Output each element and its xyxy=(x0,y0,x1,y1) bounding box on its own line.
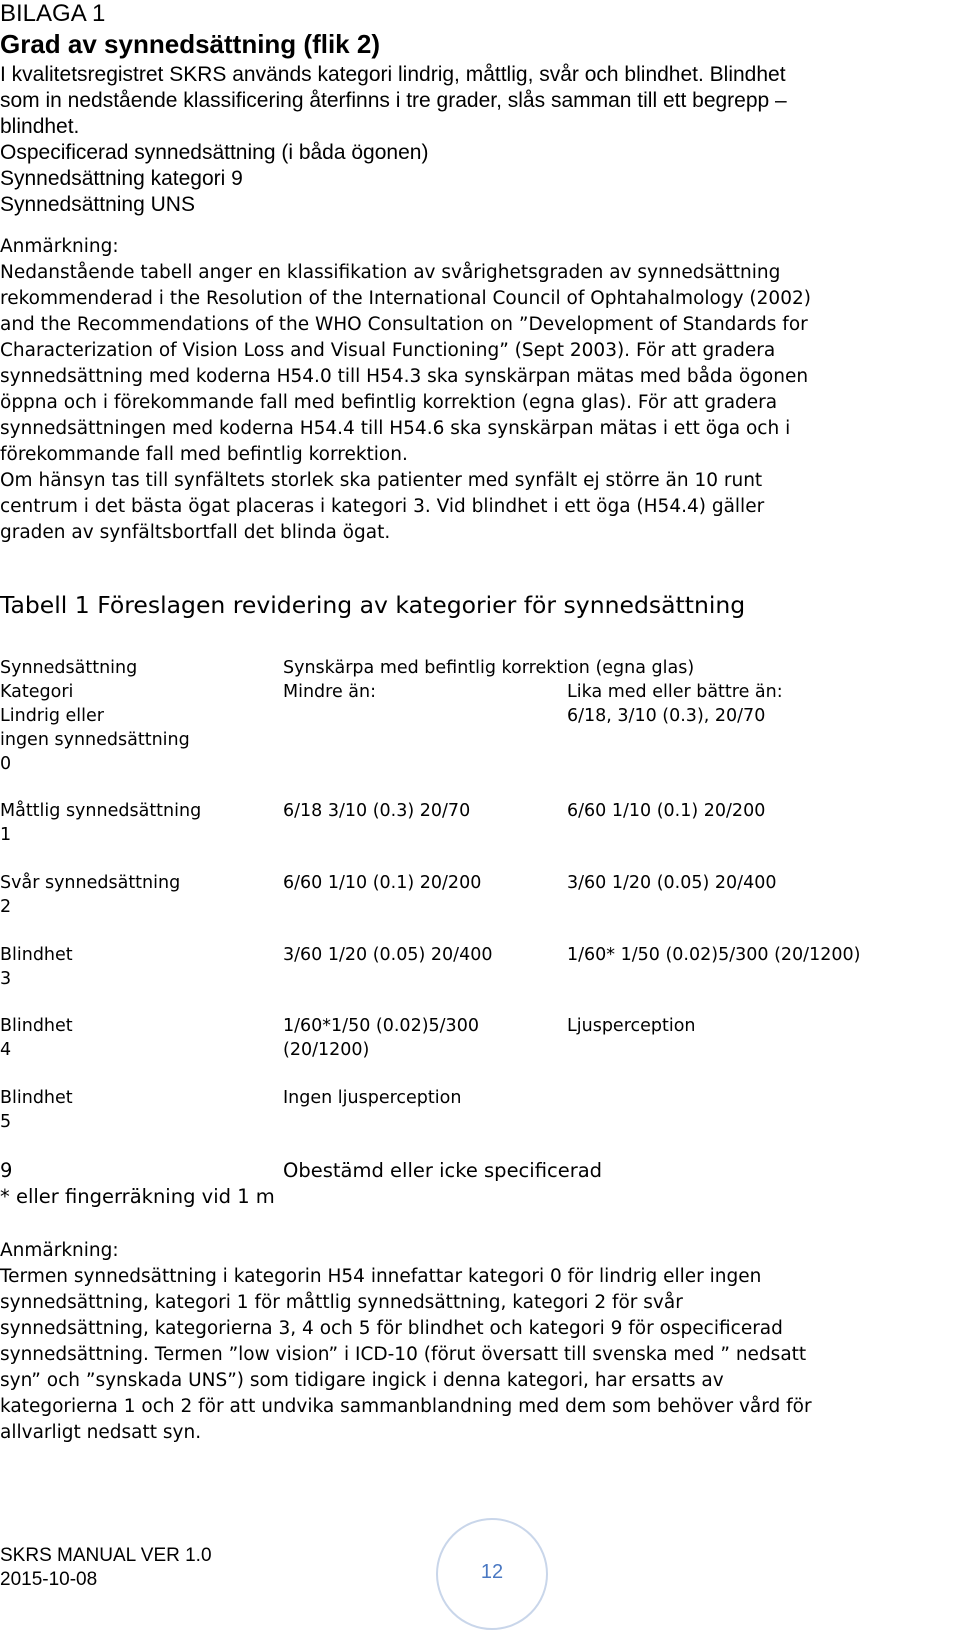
note-line: kategorierna 1 och 2 för att undvika sammanblandning med dem som behöver vård för xyxy=(0,1396,812,1417)
note-line: synnedsättning. Termen ”low vision” i ICD-10 (förut översatt till svenska med ” nedsatt xyxy=(0,1344,807,1365)
manual-version: SKRS MANUAL VER 1.0 xyxy=(0,1545,212,1566)
note-line: synnedsättning, kategori 1 för måttlig synnedsättning, kategori 2 för svår xyxy=(0,1292,683,1313)
table-cell: 2 xyxy=(0,897,12,917)
intro-line: som in nedstående klassificering återfinns i tre grader, slås samman till ett begrepp – xyxy=(0,89,787,112)
table-cell: 6/60 1/10 (0.1) 20/200 xyxy=(283,873,482,893)
note-line: Characterization of Vision Loss and Visual Functioning” (Sept 2003). För att gradera xyxy=(0,340,776,361)
intro-line: Synnedsättning kategori 9 xyxy=(0,167,243,190)
table-cell: 4 xyxy=(0,1040,12,1060)
table-cell: 6/18, 3/10 (0.3), 20/70 xyxy=(567,706,766,726)
table-cell: Obestämd eller icke specificerad xyxy=(283,1159,603,1182)
note-label: Anmärkning: xyxy=(0,236,119,257)
table-cell: 9 xyxy=(0,1159,13,1182)
table-cell: 3/60 1/20 (0.05) 20/400 xyxy=(283,945,493,965)
intro-line: Synnedsättning UNS xyxy=(0,193,195,216)
table-cell: ingen synnedsättning xyxy=(0,730,190,750)
note-line: allvarligt nedsatt syn. xyxy=(0,1422,202,1443)
table-cell: 6/18 3/10 (0.3) 20/70 xyxy=(283,801,471,821)
table-cell: Svår synnedsättning xyxy=(0,873,181,893)
table-cell: Blindhet xyxy=(0,1016,73,1036)
table-cell: (20/1200) xyxy=(283,1040,370,1060)
table-header-cell: Synnedsättning xyxy=(0,658,138,678)
table-header-cell: Mindre än: xyxy=(283,682,377,702)
note-line: centrum i det bästa ögat placeras i kategori 3. Vid blindhet i ett öga (H54.4) gäller xyxy=(0,496,765,517)
table-cell: Blindhet xyxy=(0,1088,73,1108)
table-footnote: * eller fingerräkning vid 1 m xyxy=(0,1185,275,1208)
table-cell: 1 xyxy=(0,825,12,845)
note-line: syn” och ”synskada UNS”) som tidigare ingick i denna kategori, har ersatts av xyxy=(0,1370,724,1391)
table-header-cell: Kategori xyxy=(0,682,74,702)
note-line: Termen synnedsättning i kategorin H54 innefattar kategori 0 för lindrig eller ingen xyxy=(0,1266,762,1287)
note-line: Nedanstående tabell anger en klassifikation av svårighetsgraden av synnedsättning xyxy=(0,262,781,283)
table-header-cell: Synskärpa med befintlig korrektion (egna glas) xyxy=(283,658,695,678)
page-title: Grad av synnedsättning (flik 2) xyxy=(0,29,380,59)
table-cell: 3 xyxy=(0,969,12,989)
table-cell: 6/60 1/10 (0.1) 20/200 xyxy=(567,801,766,821)
page-number: 12 xyxy=(480,1561,504,1583)
table-cell: Blindhet xyxy=(0,945,73,965)
note-line: synnedsättningen med koderna H54.4 till H54.6 ska synskärpan mätas i ett öga och i xyxy=(0,418,791,439)
table-cell: Ljusperception xyxy=(567,1016,696,1036)
intro-line: blindhet. xyxy=(0,115,80,138)
note-line: synnedsättning med koderna H54.0 till H54.3 ska synskärpan mätas med båda ögonen xyxy=(0,366,809,387)
intro-line: I kvalitetsregistret SKRS används kategori lindrig, måttlig, svår och blindhet. Blindhet xyxy=(0,63,786,86)
table-cell: Ingen ljusperception xyxy=(283,1088,462,1108)
table-cell: 3/60 1/20 (0.05) 20/400 xyxy=(567,873,777,893)
note-line: and the Recommendations of the WHO Consultation on ”Development of Standards for xyxy=(0,314,808,335)
table-heading: Tabell 1 Föreslagen revidering av kategorier för synnedsättning xyxy=(0,591,746,619)
note-line: öppna och i förekommande fall med befintlig korrektion (egna glas). För att gradera xyxy=(0,392,778,413)
note-line: förekommande fall med befintlig korrektion. xyxy=(0,444,408,465)
note-line: Om hänsyn tas till synfältets storlek ska patienter med synfält ej större än 10 runt xyxy=(0,470,763,491)
note-line: graden av synfältsbortfall det blinda ögat. xyxy=(0,522,391,543)
table-cell: 5 xyxy=(0,1112,12,1132)
table-cell: Måttlig synnedsättning xyxy=(0,801,202,821)
note-line: rekommenderad i the Resolution of the International Council of Ophtahalmology (2002) xyxy=(0,288,811,309)
intro-line: Ospecificerad synnedsättning (i båda ögonen) xyxy=(0,141,429,164)
table-cell: 1/60* 1/50 (0.02)5/300 (20/1200) xyxy=(567,945,861,965)
note-label: Anmärkning: xyxy=(0,1240,119,1261)
table-header-cell: Lika med eller bättre än: xyxy=(567,682,783,702)
table-cell: Lindrig eller xyxy=(0,706,104,726)
appendix-label: BILAGA 1 xyxy=(0,0,106,27)
table-cell: 0 xyxy=(0,754,12,774)
note-line: synnedsättning, kategorierna 3, 4 och 5 för blindhet och kategori 9 för ospecificerad xyxy=(0,1318,783,1339)
table-cell: 1/60*1/50 (0.02)5/300 xyxy=(283,1016,479,1036)
manual-date: 2015-10-08 xyxy=(0,1569,98,1590)
